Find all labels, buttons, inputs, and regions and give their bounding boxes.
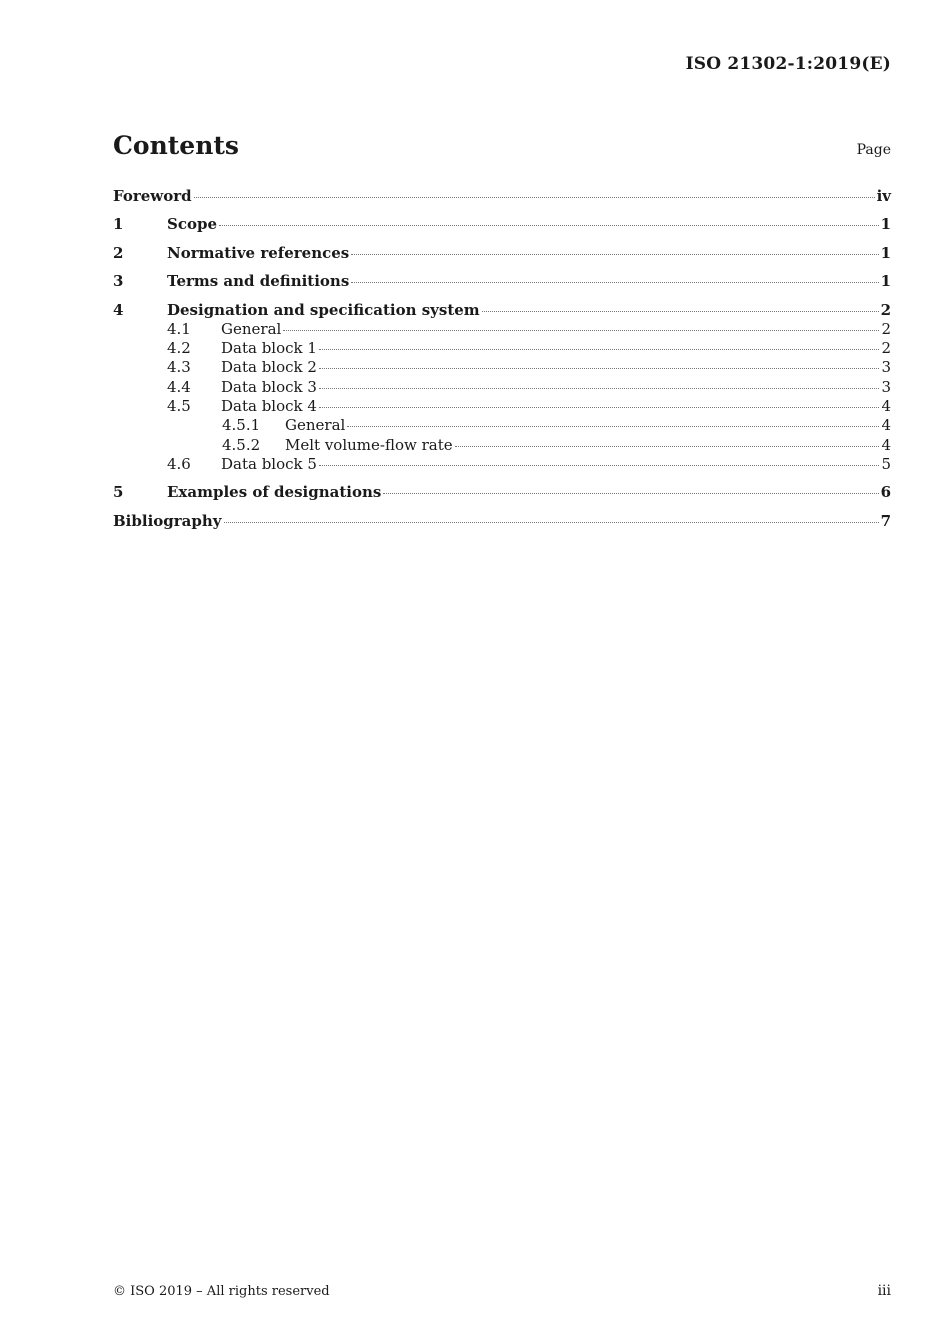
toc-entry-number: 4 xyxy=(113,301,124,319)
toc-entry-page: 2 xyxy=(880,301,891,319)
dot-leader xyxy=(319,406,880,408)
toc-entry-title: Data block 1 xyxy=(221,339,317,357)
toc-entry-number: 5 xyxy=(113,483,124,501)
dot-leader xyxy=(194,196,875,198)
toc-entry-terms-and-definitions[interactable] xyxy=(113,272,891,290)
toc-entry-title: Terms and definitions xyxy=(167,272,350,290)
toc-entry-title: Foreword xyxy=(113,187,192,205)
toc-entry-number: 4.5 xyxy=(167,397,191,415)
toc-entry-title: Bibliography xyxy=(113,512,222,530)
toc-entry-title: General xyxy=(221,320,282,338)
toc-entry-number: 4.1 xyxy=(167,320,191,338)
toc-entry-number: 4.5.1 xyxy=(222,416,261,434)
toc-entry-number: 3 xyxy=(113,272,124,290)
toc-entry-page: 3 xyxy=(881,378,891,396)
toc-entry-title: Data block 5 xyxy=(221,455,317,473)
toc-entry-number: 2 xyxy=(113,244,124,262)
toc-entry-data-block-5[interactable] xyxy=(113,455,891,473)
toc-entry-page: 1 xyxy=(880,272,891,290)
toc-entry-page: 6 xyxy=(880,483,891,501)
toc-entry-page: 4 xyxy=(881,397,891,415)
toc-entry-foreword[interactable] xyxy=(113,187,891,205)
toc-entry-bibliography[interactable] xyxy=(113,512,891,530)
toc-entry-number: 4.6 xyxy=(167,455,191,473)
toc-entry-melt-volume-flow-rate[interactable] xyxy=(113,436,891,454)
dot-leader xyxy=(319,387,880,389)
dot-leader xyxy=(319,367,880,369)
toc-entry-scope[interactable] xyxy=(113,215,891,233)
toc-entry-page: 4 xyxy=(881,416,891,434)
toc-entry-number: 1 xyxy=(113,215,124,233)
toc-entry-page: 2 xyxy=(881,339,891,357)
toc-entry-title: Data block 4 xyxy=(221,397,317,415)
toc-entry-page: 3 xyxy=(881,358,891,376)
page-number: iii xyxy=(877,1283,891,1299)
toc-entry-page: 7 xyxy=(880,512,891,530)
toc-entry-number: 4.3 xyxy=(167,358,191,376)
toc-entry-designation-system[interactable] xyxy=(113,301,891,319)
copyright-notice: © ISO 2019 – All rights reserved xyxy=(113,1284,330,1299)
dot-leader xyxy=(383,492,878,494)
toc-entry-title: Data block 2 xyxy=(221,358,317,376)
dot-leader xyxy=(482,310,879,312)
toc-entry-page: 2 xyxy=(881,320,891,338)
toc-entry-title: Scope xyxy=(167,215,218,233)
toc-entry-examples[interactable] xyxy=(113,483,891,501)
toc-entry-data-block-3[interactable] xyxy=(113,378,891,396)
toc-entry-title: Designation and specification system xyxy=(167,301,480,319)
page-column-label: Page xyxy=(856,142,891,158)
toc-entry-data-block-4[interactable] xyxy=(113,397,891,415)
toc-entry-general[interactable] xyxy=(113,320,891,338)
dot-leader xyxy=(351,253,878,255)
contents-heading: Contents xyxy=(113,131,240,160)
toc-entry-title: Melt volume-flow rate xyxy=(285,436,453,454)
dot-leader xyxy=(224,521,879,523)
toc-entry-page: 1 xyxy=(880,215,891,233)
toc-entry-title: Examples of designations xyxy=(167,483,382,501)
dot-leader xyxy=(219,224,879,226)
dot-leader xyxy=(319,464,880,466)
toc-entry-normative-references[interactable] xyxy=(113,244,891,262)
dot-leader xyxy=(455,445,880,447)
toc-entry-page: 4 xyxy=(881,436,891,454)
toc-entry-title: Data block 3 xyxy=(221,378,317,396)
toc-entry-page: 1 xyxy=(880,244,891,262)
toc-entry-title: General xyxy=(285,416,346,434)
toc-entry-page: iv xyxy=(876,187,891,205)
dot-leader xyxy=(283,329,879,331)
toc-entry-number: 4.5.2 xyxy=(222,436,261,454)
dot-leader xyxy=(347,425,879,427)
toc-entry-number: 4.2 xyxy=(167,339,191,357)
toc-entry-number: 4.4 xyxy=(167,378,191,396)
document-identifier: ISO 21302-1:2019(E) xyxy=(685,54,891,74)
toc-entry-title: Normative references xyxy=(167,244,350,262)
dot-leader xyxy=(319,348,880,350)
toc-entry-page: 5 xyxy=(881,455,891,473)
toc-entry-data-block-2[interactable] xyxy=(113,358,891,376)
dot-leader xyxy=(351,281,878,283)
toc-entry-general-sub[interactable] xyxy=(113,416,891,434)
toc-entry-data-block-1[interactable] xyxy=(113,339,891,357)
